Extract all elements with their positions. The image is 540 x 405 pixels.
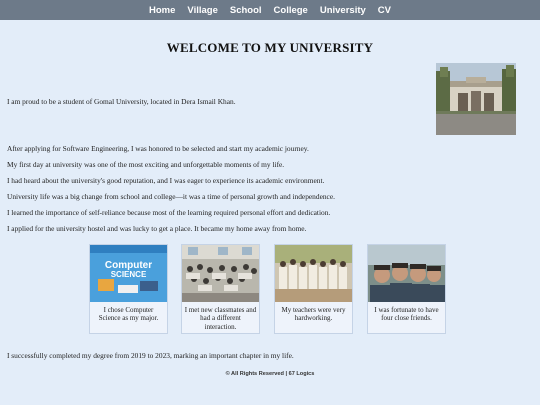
paragraph: After applying for Software Engineering, I was honored to be selected and start my academic journey. [7,144,309,153]
card-caption: My teachers were very hardworking. [281,306,346,323]
card-caption: I met new classmates and had a different interaction. [184,306,257,331]
nav-link-college[interactable]: College [273,4,308,16]
page-title: WELCOME TO MY UNIVERSITY [166,40,374,55]
top-navigation [0,0,540,20]
card-caption: I was fortunate to have four close friends. [374,306,439,323]
friends-selfie-photo [368,245,445,302]
nav-link-university[interactable]: University [319,4,366,16]
paragraph: University life was a big change from school and college—it was a time of personal growth and independence. [7,192,335,201]
intro-text: I am proud to be a student of Gomal University, located in Dera Ismail Khan. [7,97,236,106]
card-caption: I chose Computer Science as my major. [98,306,159,323]
nav-link-cv[interactable]: CV [377,4,391,16]
card-computer-science [89,244,168,334]
paragraph: I applied for the university hostel and was lucky to get a place. It became my home away from home. [7,224,307,233]
teachers-group-photo [275,245,352,302]
card-friends [367,244,446,334]
nav-link-school[interactable]: School [229,4,262,16]
book-title-line-1: Computer [104,260,153,271]
paragraph: I had heard about the university's good reputation, and I was eager to experience its academic environment. [7,176,325,185]
book-cover-image [90,245,167,302]
paragraph: My first day at university was one of the most exciting and unforgettable moments of my life. [7,160,285,169]
nav-link-village[interactable]: Village [187,4,218,16]
book-title-line-2: SCIENCE [110,270,147,279]
closing-text: I successfully completed my degree from 2019 to 2023, marking an important chapter in my life. [7,351,294,360]
classroom-photo [182,245,259,302]
university-gate-photo [436,63,516,135]
card-teachers [274,244,353,334]
card-classmates [181,244,260,334]
footer-copyright: © All Rights Reserved | 67 Logics [225,371,315,377]
paragraph: I learned the importance of self-reliance because most of the learning required personal effort and dedication. [7,208,331,217]
nav-link-home[interactable]: Home [149,4,176,16]
